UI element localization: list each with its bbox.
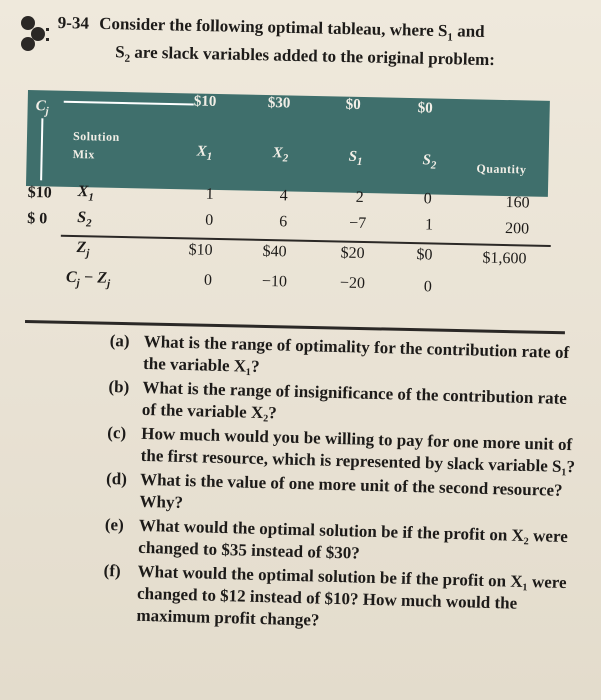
tableau-body	[25, 180, 568, 341]
table-bottom-rule	[25, 320, 565, 334]
col-header: $S_2$	[422, 152, 437, 172]
cell: 1	[424, 216, 434, 234]
cj-zj-label: $C_j - Z_j$	[65, 268, 111, 290]
zj-cell: $0	[416, 246, 433, 264]
mix-arrow	[40, 118, 43, 180]
cell: 4	[279, 187, 288, 205]
question-item: (f) What would the optimal solution be if the profit on X₁ were changed to $12 instead of $10? How much would the maximum profit change?	[103, 560, 567, 630]
cj-value: $0	[345, 96, 361, 113]
question-item: (e) What would the optimal solution be if the profit on X₂ were changed to $35 instead of $30?	[104, 514, 569, 563]
cell-quantity: 200	[504, 220, 530, 238]
zj-cell: $20	[340, 244, 365, 263]
zj-cell: $10	[188, 241, 213, 259]
cell: 6	[279, 213, 288, 231]
difficulty-icon	[18, 14, 52, 52]
title-line-1: Consider the following optimal tableau, where S	[98, 13, 448, 41]
cj-value: $30	[267, 95, 291, 112]
col-header: $X_1$	[196, 143, 213, 163]
row-cj: $10	[27, 183, 52, 202]
cell: 2	[355, 188, 364, 207]
cj-value: $0	[417, 100, 433, 117]
question-item: (b) What is the range of insignificance of the contribution rate of the variable X₂?	[108, 376, 568, 423]
zj-cell: $40	[262, 242, 287, 261]
cj-zj-cell: 0	[203, 271, 213, 289]
cj-zj-cell: 0	[423, 278, 433, 296]
row-var: $S_2$	[77, 209, 92, 230]
row-cj: $ 0	[27, 209, 48, 228]
row-var: $X_1$	[77, 183, 94, 204]
col-header: $X_2$	[272, 145, 289, 165]
questions-list	[102, 330, 580, 640]
problem-number: 9-34	[57, 12, 90, 33]
cell: −7	[348, 214, 367, 233]
problem-statement: 9-34 Consider the following optimal tableau, where $S_1$ and $S_2$ are slack variables added to the original problem:	[57, 12, 588, 80]
question-item: (c) How much would you be willing to pay for one more unit of the first resource, which is represented by slack variable S₁?	[107, 422, 576, 477]
question-item: (d) What is the value of one more unit of the second resource? Why?	[105, 468, 563, 512]
cj-label: $C_j$	[35, 98, 49, 118]
zj-divider	[61, 235, 551, 247]
cj-arrow	[64, 101, 194, 106]
zj-label: $Z_j$	[76, 239, 90, 260]
solution-mix-label: Mix	[72, 146, 95, 162]
cell: 0	[205, 211, 214, 229]
quantity-label: Quantity	[476, 161, 527, 177]
solution-mix-label: Solution	[72, 128, 120, 144]
cj-zj-cell: −10	[261, 272, 288, 291]
question-item: (a) What is the range of optimality for the contribution rate of the variable X₁?	[109, 330, 570, 376]
cj-value: $10	[193, 93, 217, 110]
zj-quantity: $1,600	[482, 249, 527, 268]
cell: 1	[205, 185, 214, 203]
cj-zj-cell: −20	[339, 274, 366, 293]
title-line-2: $S_2$ are slack variables added to the original problem:	[114, 42, 496, 70]
cell: 0	[423, 190, 432, 208]
col-header: $S_1$	[348, 148, 363, 169]
cell-quantity: 160	[505, 194, 530, 212]
